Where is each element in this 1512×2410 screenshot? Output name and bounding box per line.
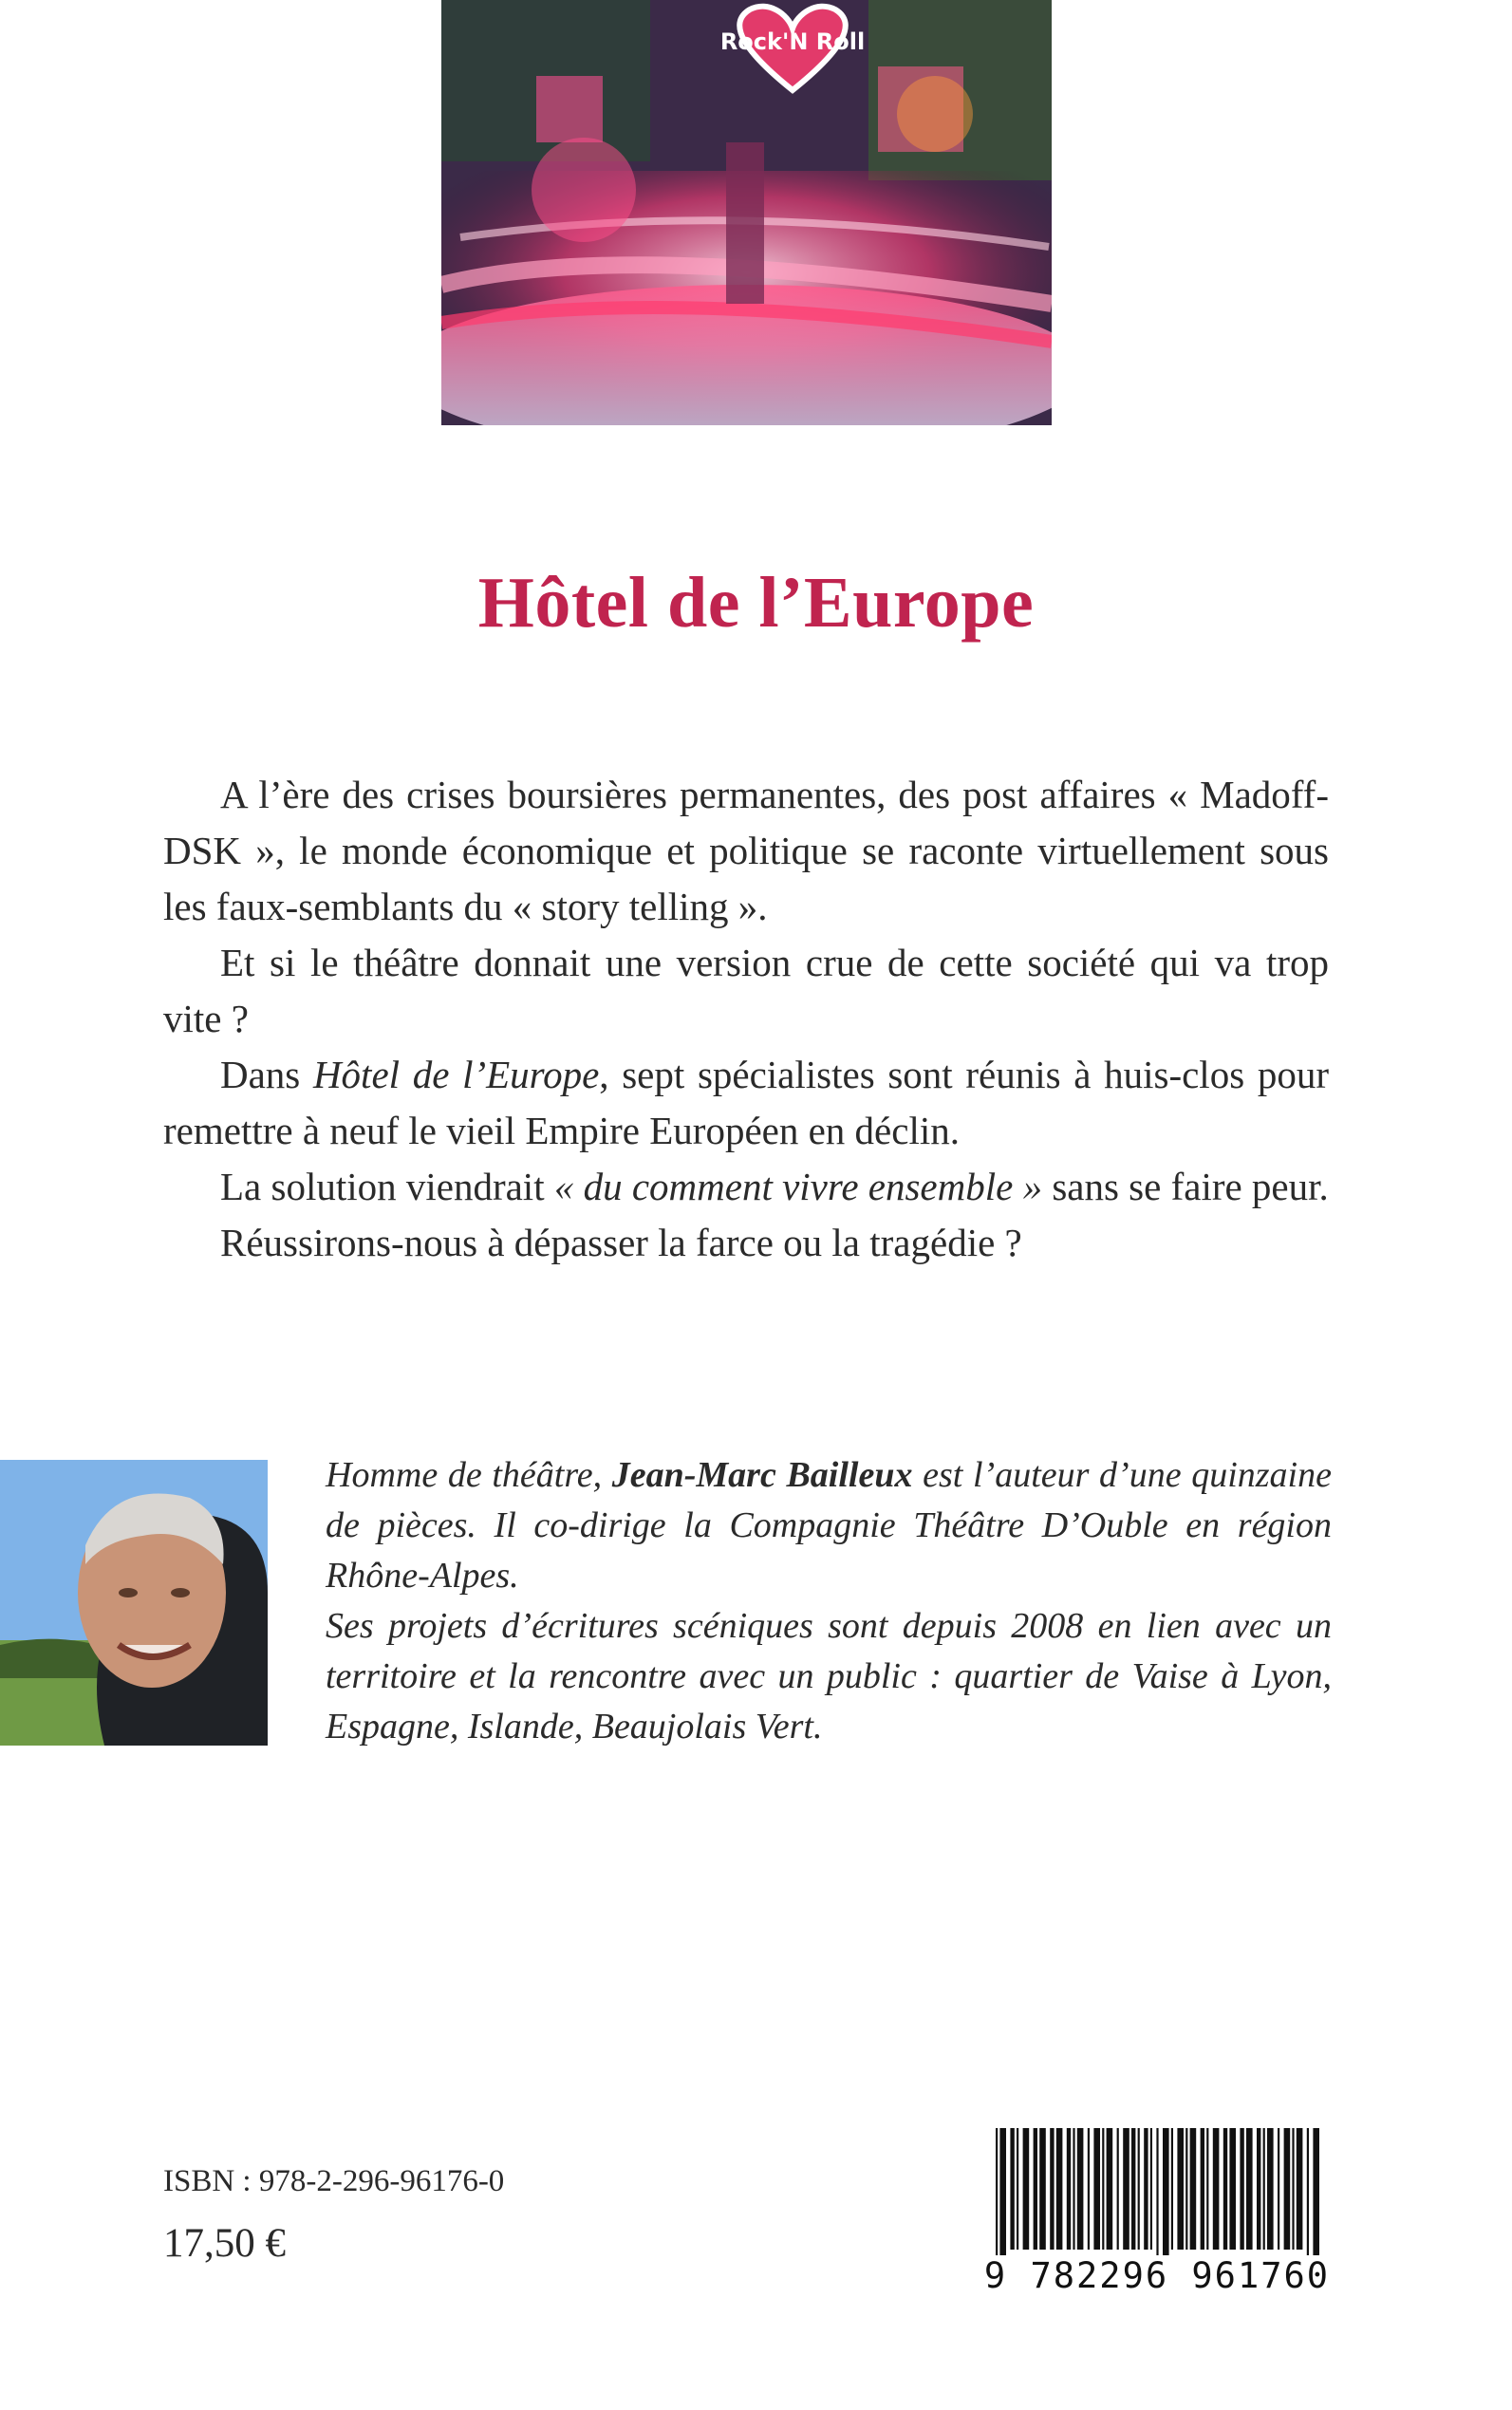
barcode-bar [1102,2128,1104,2250]
barcode-bar [1107,2128,1113,2250]
barcode-bar [1093,2128,1100,2250]
barcode-bar [1213,2128,1220,2250]
barcode-digits: 9 782296 961760 [983,2255,1331,2296]
author-bio-before: Homme de théâtre, [326,1455,612,1495]
author-photo [0,1460,268,1746]
author-bio-after: est l’auteur d’une quinzaine de pièces. Il co-dirige la Compagnie Théâtre D’Ouble en région Rhône-Alpes. [326,1455,1332,1596]
barcode-bar [1056,2128,1063,2250]
barcode-bar [1117,2128,1119,2250]
blurb-p4-quote: « du comment vivre ensemble » [553,1165,1043,1208]
book-title: Hôtel de l’Europe [477,563,1035,643]
barcode-bar [1201,2128,1204,2250]
barcode-bar [1171,2128,1173,2250]
barcode-bar [1163,2128,1169,2261]
author-bio [326,1450,1332,1752]
barcode-bar [1278,2128,1279,2250]
barcode-bar [1067,2128,1071,2250]
barcode-bar [1050,2128,1054,2250]
blurb-paragraph-5: Réussirons-nous à dépasser la farce ou la tragédie ? [220,1221,1022,1264]
barcode-bar [1263,2128,1265,2250]
blurb-paragraph-1: A l’ère des crises boursières permanentes, des post affaires « Madoff-DSK », le monde économique et politique se raconte virtuellement sous les faux-semblants du « story telling ». [163,773,1329,928]
barcode-bar [1240,2128,1243,2250]
barcode-bar [1292,2128,1294,2250]
blurb-p4-after: sans se faire peur. [1042,1165,1329,1208]
barcode-bar [1307,2128,1309,2261]
blurb-paragraph-4 [163,1159,1329,1215]
sign-text: Rock'N Roll [719,28,866,55]
barcode-bar [1190,2128,1197,2250]
barcode-bar [1138,2128,1140,2250]
barcode-bar [1313,2128,1319,2261]
blurb-p4-before: La solution viendrait [220,1165,554,1208]
barcode-bar [1077,2128,1084,2250]
barcode-bar [1177,2128,1184,2250]
barcode-bar [1150,2128,1152,2250]
cover-photo [441,0,1052,425]
barcode-bar [1246,2128,1253,2250]
author-bio-paragraph-2: Ses projets d’écritures scéniques sont depuis 2008 en lien avec un territoire et la rencontre avec un public : quartier de Vaise à Lyon, Espagne, Islande, Beaujolais Vert. [326,1606,1332,1747]
barcode-bar [1023,2128,1030,2250]
barcode-bar [996,2128,998,2261]
barcode-bar [1223,2128,1227,2250]
blurb-p3-after: , sept spécialistes sont réunis à huis-clos pour remettre à neuf le vieil Empire Européen en déclin. [163,1053,1329,1152]
barcode-bar [1131,2128,1135,2250]
barcode-bar [999,2128,1006,2261]
barcode-bar [1284,2128,1291,2250]
barcode-bar [1123,2128,1129,2250]
barcode-bar [1073,2128,1074,2250]
barcode-bar [1017,2128,1018,2250]
barcode-bar [1144,2128,1148,2250]
barcode-bar [1267,2128,1274,2250]
barcode-bar [1088,2128,1090,2250]
blurb-paragraph-2: Et si le théâtre donnait une version crue de cette société qui va trop vite ? [163,941,1329,1040]
blurb-paragraph-3 [163,1047,1329,1159]
author-name: Jean-Marc Bailleux [611,1455,913,1495]
barcode-bar [1297,2128,1303,2250]
barcode-bar [1039,2128,1046,2250]
barcode-bar [1010,2128,1014,2250]
barcode-bar [1034,2128,1037,2250]
blurb-p3-title: Hôtel de l’Europe [312,1053,600,1096]
barcode-bar [1229,2128,1236,2250]
barcode-bar [1156,2128,1158,2261]
barcode-bar [1185,2128,1187,2250]
blurb-p3-before: Dans [220,1053,313,1096]
barcode-bar [1206,2128,1208,2250]
isbn: ISBN : 978-2-296-96176-0 [163,2164,505,2198]
back-cover-blurb [163,767,1329,1271]
barcode-bar [1257,2128,1260,2250]
price: 17,50 € [163,2221,286,2266]
author-bio-paragraph-1 [326,1450,1332,1601]
